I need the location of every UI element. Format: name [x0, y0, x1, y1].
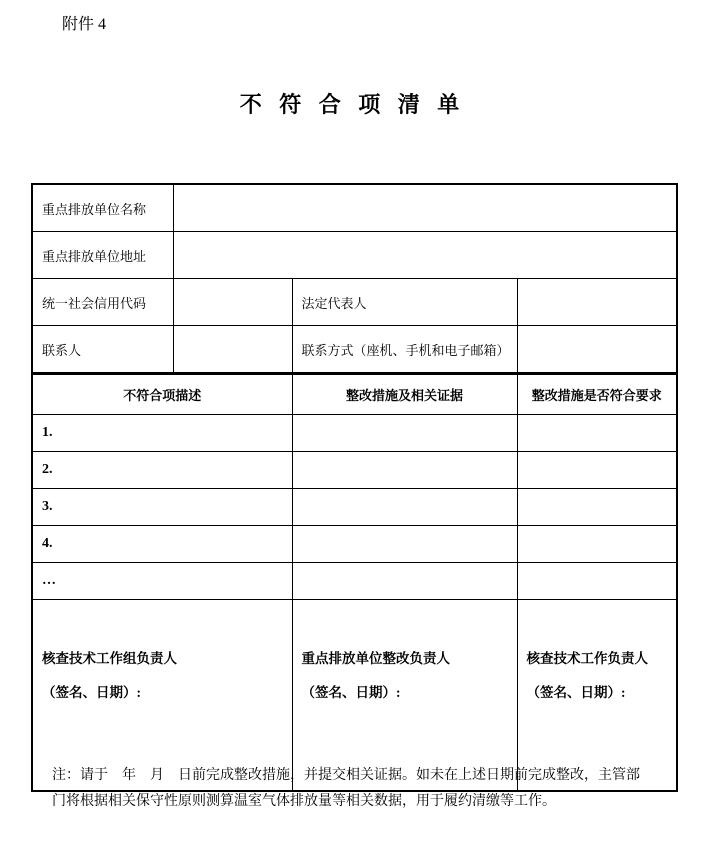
unit-info-table: [31, 183, 678, 373]
attachment-label: 附件 4: [62, 16, 107, 33]
nonconformity-table: [31, 373, 678, 792]
verification-team-leader-label: 核查技术工作组负责人: [42, 651, 177, 666]
item-row-3: [32, 489, 677, 526]
item-2-description-cell[interactable]: 2.: [32, 452, 292, 489]
item-row-4: [32, 526, 677, 563]
item-more-compliance-cell[interactable]: [517, 563, 677, 600]
item-2-compliance-cell[interactable]: [517, 452, 677, 489]
contact-row: [32, 326, 677, 373]
footnote-line-1: 注：请于 年 月 日前完成整改措施，并提交相关证据。如未在上述日期前完成整改，主管部: [52, 768, 640, 783]
verification-team-leader-sign-date-label: （签名、日期）:: [42, 685, 141, 700]
item-1-description-cell[interactable]: 1.: [32, 415, 292, 452]
contact-method-input-cell[interactable]: [517, 326, 677, 373]
item-3-measures-cell[interactable]: [292, 489, 517, 526]
unit-address-label: 重点排放单位地址: [32, 232, 173, 279]
description-column-header: 不符合项描述: [32, 374, 292, 415]
verification-work-leader-label: 核查技术工作负责人: [526, 651, 648, 666]
item-3-compliance-cell[interactable]: [517, 489, 677, 526]
credit-code-label: 统一社会信用代码: [32, 279, 173, 326]
unit-name-row: [32, 184, 677, 232]
checklist-header-row: [32, 374, 677, 415]
verification-work-leader-sign-date-label: （签名、日期）:: [526, 685, 626, 700]
contact-person-label: 联系人: [32, 326, 173, 373]
credit-code-input-cell[interactable]: [173, 279, 292, 326]
unit-name-input-cell[interactable]: [173, 184, 677, 232]
item-more-description-cell[interactable]: …: [32, 563, 292, 600]
item-row-more: [32, 563, 677, 600]
unit-name-label: 重点排放单位名称: [32, 184, 173, 232]
item-4-compliance-cell[interactable]: [517, 526, 677, 563]
item-3-description-cell[interactable]: 3.: [32, 489, 292, 526]
page-title: 不 符 合 项 清 单: [239, 92, 466, 117]
item-1-compliance-cell[interactable]: [517, 415, 677, 452]
measures-column-header: 整改措施及相关证据: [292, 374, 517, 415]
footnote: [52, 763, 677, 815]
item-row-2: [32, 452, 677, 489]
legal-representative-label: 法定代表人: [292, 279, 517, 326]
credit-code-row: [32, 279, 677, 326]
legal-representative-input-cell[interactable]: [517, 279, 677, 326]
contact-method-label: 联系方式（座机、手机和电子邮箱）: [292, 326, 517, 373]
unit-address-row: [32, 232, 677, 279]
unit-rectification-leader-label: 重点排放单位整改负责人: [301, 651, 450, 666]
compliance-column-header: 整改措施是否符合要求: [517, 374, 677, 415]
form-tables: [31, 183, 676, 792]
footnote-line-2: 门将根据相关保守性原则测算温室气体排放量等相关数据，用于履约清缴等工作。: [52, 794, 556, 809]
contact-person-input-cell[interactable]: [173, 326, 292, 373]
item-4-description-cell[interactable]: 4.: [32, 526, 292, 563]
item-1-measures-cell[interactable]: [292, 415, 517, 452]
unit-rectification-leader-sign-date-label: （签名、日期）:: [301, 685, 401, 700]
item-more-measures-cell[interactable]: [292, 563, 517, 600]
item-4-measures-cell[interactable]: [292, 526, 517, 563]
item-2-measures-cell[interactable]: [292, 452, 517, 489]
item-row-1: [32, 415, 677, 452]
unit-address-input-cell[interactable]: [173, 232, 677, 279]
